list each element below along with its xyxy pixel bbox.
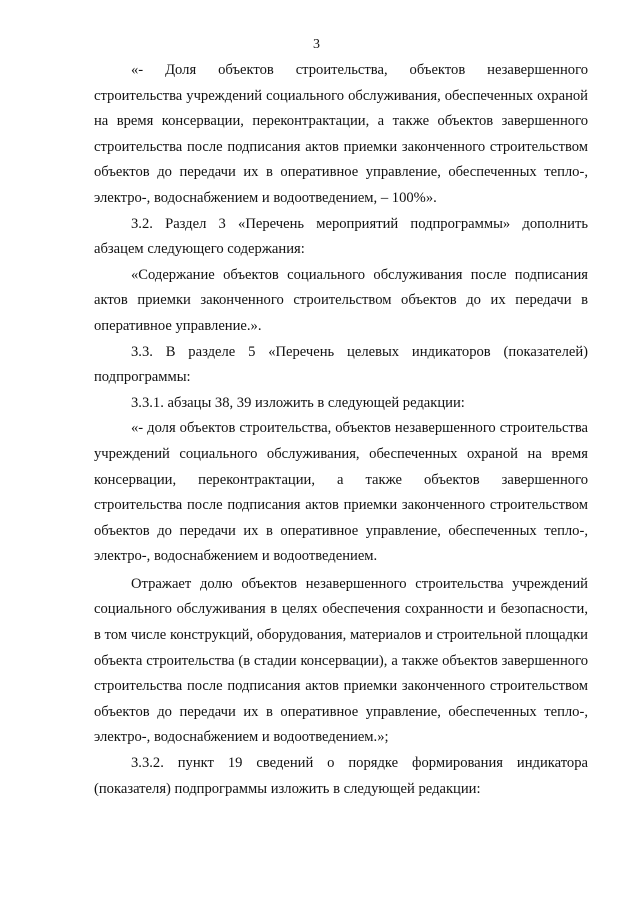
paragraph-quoted-indicator: «- Доля объектов строительства, объектов незавершенного строительства учреждений социального обслуживания, обеспеченных охраной на время консервации, переконтрактации, а также объектов завершенного строительства после подписания актов приемки законченного строительством объектов до передачи их в оперативное управление, обеспеченных тепло-, электро-, водоснабжением и водоотведением, – 100%». <box>94 62 588 206</box>
paragraph-section-3-3: 3.3. В разделе 5 «Перечень целевых индикаторов (показателей) подпрограммы: <box>94 343 588 386</box>
paragraph-quoted-content: «Содержание объектов социального обслуживания после подписания актов приемки законченного строительством объектов до их передачи в оперативное управление.». <box>94 266 588 334</box>
paragraph-section-3-3-2: 3.3.2. пункт 19 сведений о порядке формирования индикатора (показателя) подпрограммы изложить в следующей редакции: <box>94 755 588 797</box>
paragraph-quoted-indicator-revised: «- доля объектов строительства, объектов незавершенного строительства учреждений социального обслуживания, обеспеченных охраной на время консервации, переконтрактации, а также объектов завершенного строительства после подписания актов приемки законченного строительством объектов до передачи их в оперативное управление, обеспеченных тепло-, электро-, водоснабжением и водоотведением. <box>94 420 588 565</box>
document-body <box>94 58 588 802</box>
paragraph-indicator-explanation: Отражает долю объектов незавершенного строительства учреждений социального обслуживания в целях обеспечения сохранности и безопасности, в том числе конструкций, оборудования, материалов и строительной площадки объекта строительства (в стадии консервации), а также объектов завершенного строительства после подписания актов приемки законченного строительством объектов до передачи их в оперативное управление, обеспеченных тепло-, электро-, водоснабжением и водоотведением.»; <box>94 575 588 746</box>
paragraph-section-3-3-1: 3.3.1. абзацы 38, 39 изложить в следующей редакции: <box>131 394 465 411</box>
paragraph-section-3-2: 3.2. Раздел 3 «Перечень мероприятий подпрограммы» дополнить абзацем следующего содержания: <box>94 215 588 258</box>
page-number: 3 <box>313 37 320 52</box>
